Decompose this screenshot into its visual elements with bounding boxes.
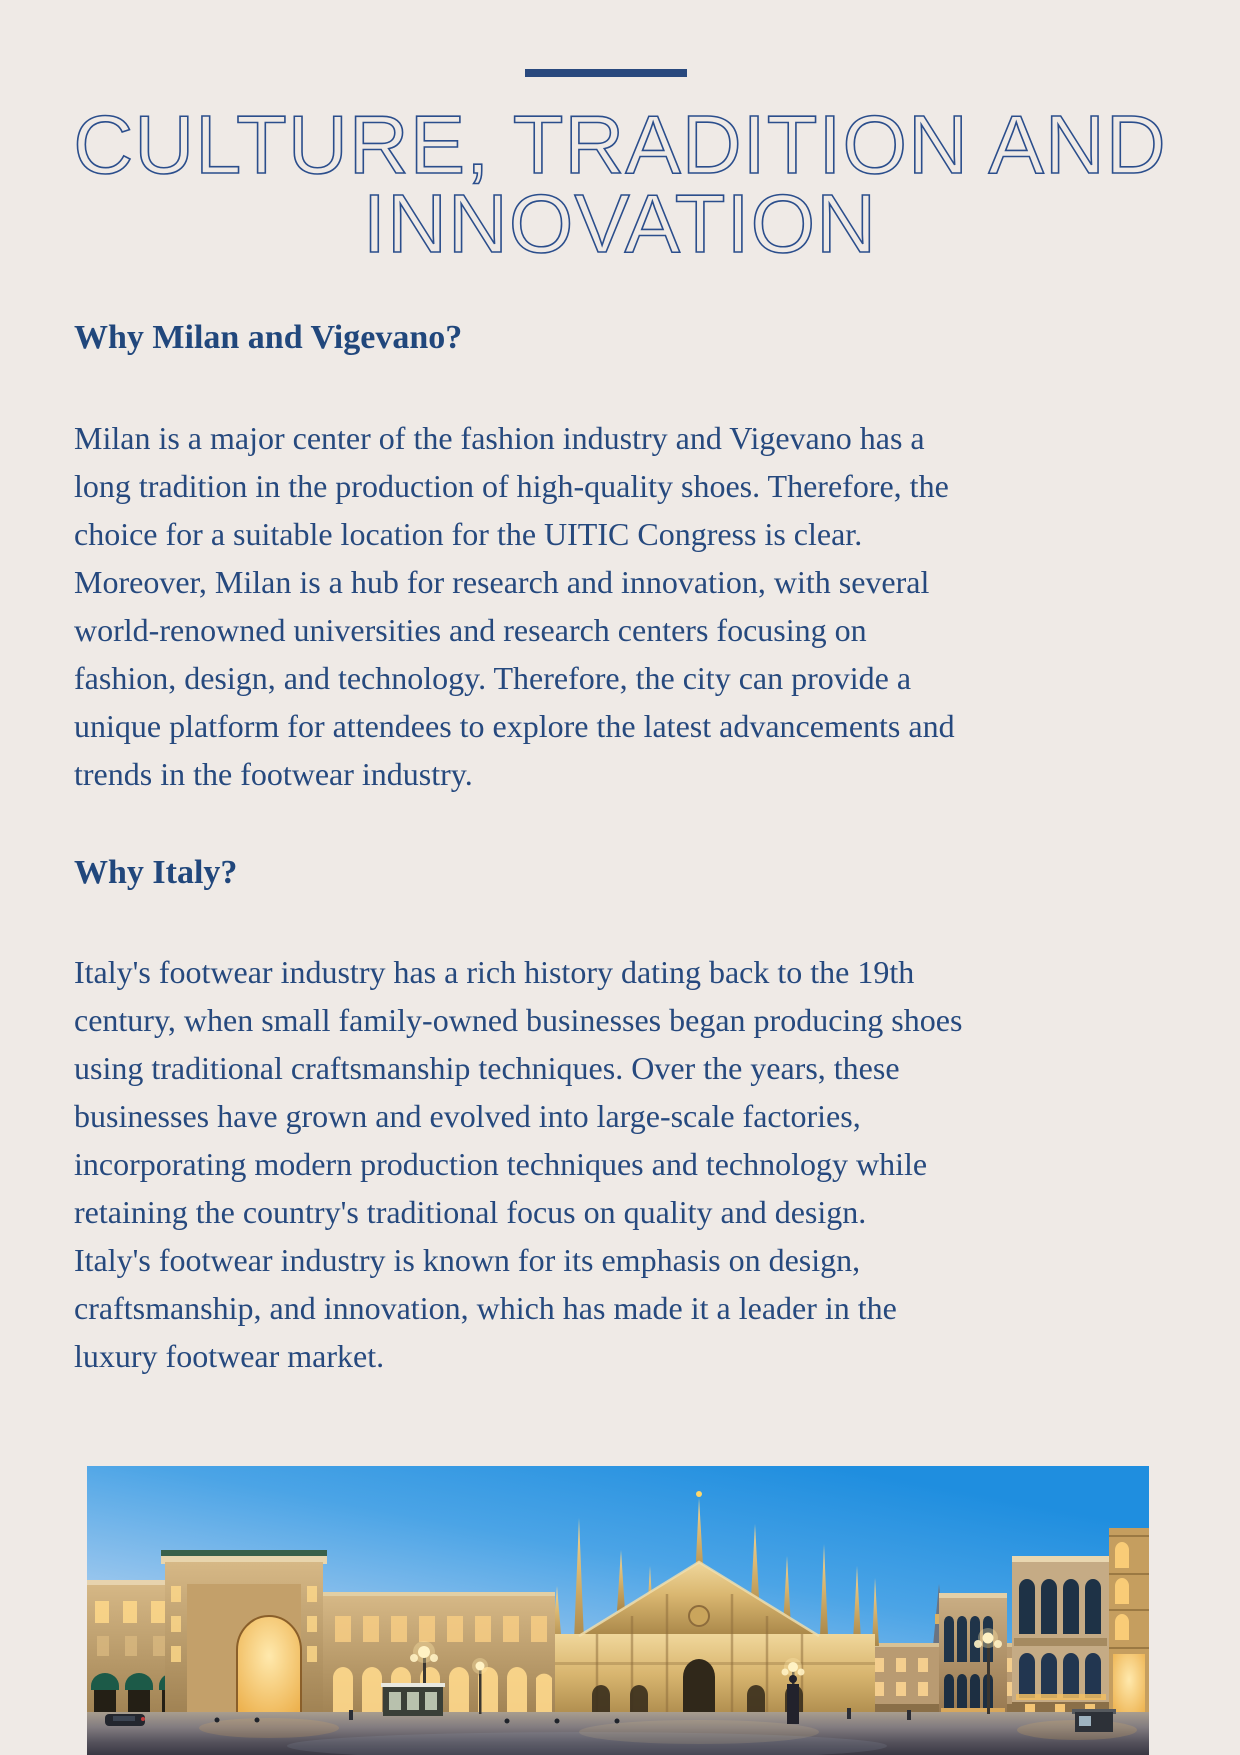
paragraph-line: world-renowned universities and research centers focusing on [74, 612, 867, 648]
section-heading-why-milan: Why Milan and Vigevano? [74, 319, 463, 356]
paragraph-line: luxury footwear market. [74, 1338, 385, 1374]
milan-piazza-duomo-photo [87, 1466, 1149, 1755]
paragraph-line: century, when small family-owned businesses began producing shoes [74, 1002, 963, 1038]
paragraph-line: Milan is a major center of the fashion industry and Vigevano has a [74, 420, 925, 456]
paragraph-line: fashion, design, and technology. Therefore, the city can provide a [74, 660, 912, 696]
page-title [0, 98, 1240, 270]
paragraph-line: incorporating modern production techniques and technology while [74, 1146, 928, 1182]
page-title-line-1: CULTURE, TRADITION AND [73, 98, 1167, 191]
paragraph-line: using traditional craftsmanship techniques. Over the years, these [74, 1050, 900, 1086]
paragraph-line: trends in the footwear industry. [74, 756, 473, 792]
paragraph-line: choice for a suitable location for the UITIC Congress is clear. [74, 516, 863, 552]
paragraph-line: Italy's footwear industry has a rich history dating back to the 19th [74, 954, 915, 990]
paragraph-line: craftsmanship, and innovation, which has made it a leader in the [74, 1290, 897, 1326]
section-heading-why-italy: Why Italy? [74, 854, 238, 891]
page-title-line-2: INNOVATION [362, 177, 878, 270]
title-accent-bar [525, 69, 687, 77]
paragraph-line: businesses have grown and evolved into large-scale factories, [74, 1098, 861, 1134]
paragraph-why-italy [74, 948, 962, 1380]
paragraph-line: Italy's footwear industry is known for its emphasis on design, [74, 1242, 861, 1278]
milan-photo-illustration [87, 1466, 1149, 1755]
piazza-pavement [87, 1712, 1149, 1755]
paragraph-line: retaining the country's traditional focus on quality and design. [74, 1194, 867, 1230]
paragraph-line: Moreover, Milan is a hub for research and innovation, with several [74, 564, 930, 600]
paragraph-line: unique platform for attendees to explore the latest advancements and [74, 708, 955, 744]
paragraph-line: long tradition in the production of high-quality shoes. Therefore, the [74, 468, 949, 504]
paragraph-why-milan [74, 414, 955, 798]
